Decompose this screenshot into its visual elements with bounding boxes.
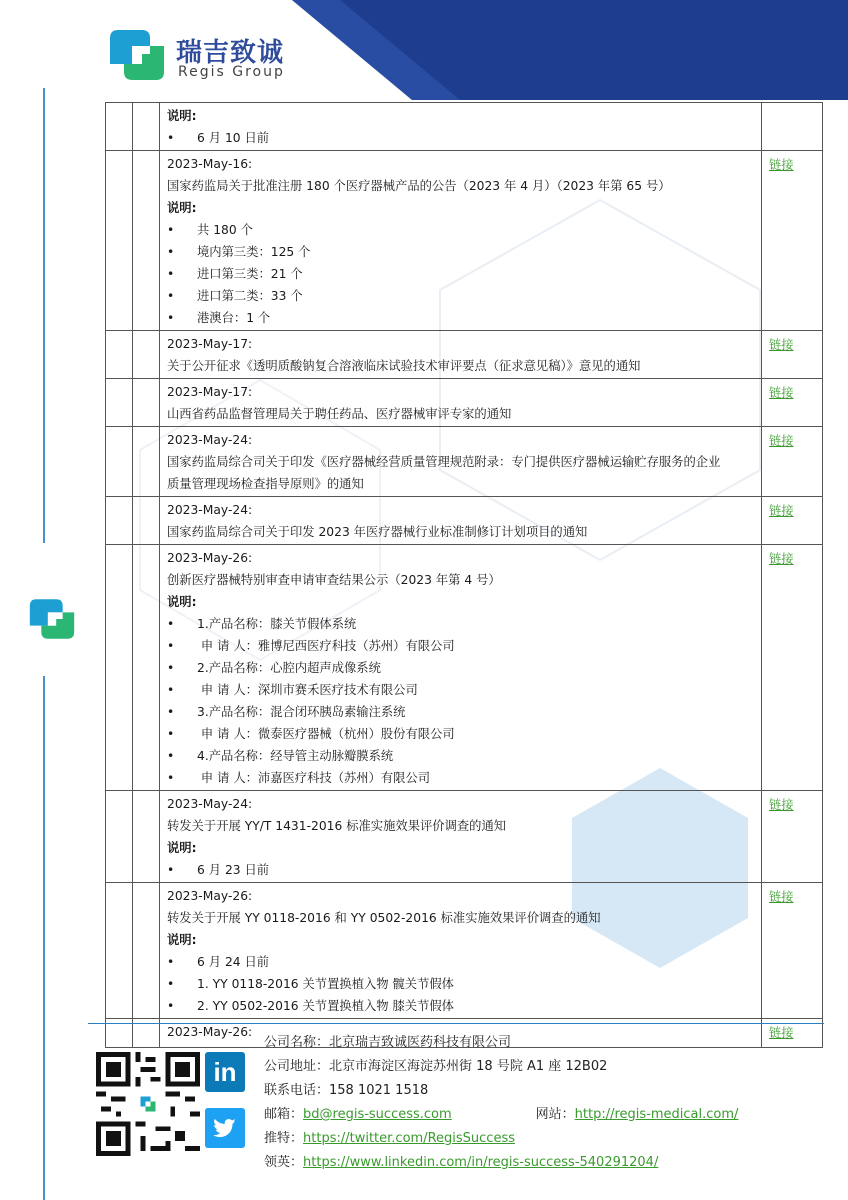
twitter-icon[interactable] (205, 1108, 245, 1148)
bullet-text: 4.产品名称：经导管主动脉瓣膜系统 (197, 749, 394, 763)
company-name: 北京瑞吉致诚医药科技有限公司 (329, 1035, 512, 1050)
link-cell (762, 103, 823, 151)
bullet-item (167, 613, 755, 635)
table-row (106, 427, 823, 497)
bullet-marker: • (167, 639, 175, 653)
bullet-item (167, 995, 755, 1017)
bullet-marker: • (167, 131, 175, 145)
address: 北京市海淀区海淀苏州街 18 号院 A1 座 12B02 (329, 1059, 608, 1074)
brand-name-cn: 瑞吉致诚 (176, 38, 285, 68)
bullet-item (167, 951, 755, 973)
bullet-marker: • (167, 661, 175, 675)
website-link[interactable]: http://regis-medical.com/ (574, 1107, 739, 1122)
bullet-item (167, 285, 755, 307)
bullet-item (167, 657, 755, 679)
entry-date: 2023-May-16: (167, 157, 253, 171)
address-label: 公司地址： (264, 1059, 330, 1074)
linkedin-icon[interactable]: in (205, 1052, 245, 1092)
bullet-text: 申 请 人：雅博尼西医疗科技（苏州）有限公司 (197, 639, 455, 653)
note-heading: 说明: (167, 841, 197, 855)
linkedin-label: 领英： (264, 1155, 304, 1170)
index-cell (106, 427, 133, 497)
content-cell (160, 883, 762, 1019)
entry-title: 关于公开征求《透明质酸钠复合溶液临床试验技术审评要点（征求意见稿）》意见的通知 (167, 359, 641, 373)
category-cell (133, 883, 160, 1019)
bullet-item (167, 973, 755, 995)
regulatory-news-table (105, 102, 823, 1048)
entry-title: 国家药监局关于批准注册 180 个医疗器械产品的公告（2023 年 4 月）（2023 年第 65 号） (167, 179, 671, 193)
bullet-marker: • (167, 311, 175, 325)
category-cell (133, 427, 160, 497)
bullet-marker: • (167, 999, 175, 1013)
link-cell (762, 791, 823, 883)
brand-name-en: Regis Group (178, 64, 285, 80)
entry-date: 2023-May-26: (167, 551, 253, 565)
link-cell (762, 497, 823, 545)
category-cell (133, 103, 160, 151)
entry-date: 2023-May-24: (167, 797, 253, 811)
content-cell (160, 545, 762, 791)
bullet-text: 进口第三类：21 个 (197, 267, 303, 281)
note-heading: 说明: (167, 109, 197, 123)
bullet-item (167, 127, 755, 149)
twitter-label: 推特： (264, 1131, 304, 1146)
category-cell (133, 791, 160, 883)
index-cell (106, 791, 133, 883)
bullet-item (167, 307, 755, 329)
bullet-text: 申 请 人：微泰医疗器械（杭州）股份有限公司 (197, 727, 455, 741)
link-cell (762, 545, 823, 791)
category-cell (133, 331, 160, 379)
index-cell (106, 545, 133, 791)
bullet-marker: • (167, 771, 175, 785)
entry-date: 2023-May-26: (167, 1025, 253, 1039)
bullet-marker: • (167, 749, 175, 763)
source-link[interactable]: 链接 (769, 552, 794, 566)
bullet-marker: • (167, 223, 175, 237)
content-cell (160, 331, 762, 379)
bullet-marker: • (167, 727, 175, 741)
bullet-item (167, 701, 755, 723)
content-cell (160, 151, 762, 331)
bullet-marker: • (167, 245, 175, 259)
table-row (106, 103, 823, 151)
bullet-item (167, 723, 755, 745)
content-cell (160, 791, 762, 883)
bullet-item (167, 635, 755, 657)
bullet-marker: • (167, 977, 175, 991)
source-link[interactable]: 链接 (769, 158, 794, 172)
entry-date: 2023-May-17: (167, 337, 253, 351)
bullet-item (167, 859, 755, 881)
category-cell (133, 497, 160, 545)
bullet-item (167, 219, 755, 241)
bullet-marker: • (167, 683, 175, 697)
linkedin-link[interactable]: https://www.linkedin.com/in/regis-success-540291204/ (303, 1155, 659, 1170)
table-row (106, 151, 823, 331)
bullet-marker: • (167, 617, 175, 631)
entry-date: 2023-May-26: (167, 889, 253, 903)
bullet-item (167, 679, 755, 701)
table-row (106, 379, 823, 427)
entry-title: 国家药监局综合司关于印发 2023 年医疗器械行业标准制修订计划项目的通知 (167, 525, 588, 539)
entry-title: 山西省药品监督管理局关于聘任药品、医疗器械审评专家的通知 (167, 407, 512, 421)
note-heading: 说明: (167, 201, 197, 215)
category-cell (133, 151, 160, 331)
content-cell (160, 103, 762, 151)
content-cell (160, 379, 762, 427)
category-cell (133, 545, 160, 791)
entry-date: 2023-May-24: (167, 503, 253, 517)
entry-date: 2023-May-24: (167, 433, 253, 447)
source-link[interactable]: 链接 (769, 434, 794, 448)
website-label: 网站： (535, 1107, 575, 1122)
bullet-text: 3.产品名称：混合闭环胰岛素输注系统 (197, 705, 406, 719)
entry-title: 质量管理现场检查指导原则》的通知 (167, 477, 364, 491)
index-cell (106, 379, 133, 427)
contact-info (264, 1031, 738, 1175)
bullet-marker: • (167, 955, 175, 969)
table-row (106, 331, 823, 379)
bullet-text: 2.产品名称：心腔内超声成像系统 (197, 661, 381, 675)
email-link[interactable]: bd@regis-success.com (303, 1107, 452, 1122)
email-label: 邮箱： (264, 1107, 304, 1122)
footer-divider (88, 1023, 824, 1024)
bullet-marker: • (167, 289, 175, 303)
link-cell (762, 151, 823, 331)
bullet-marker: • (167, 705, 175, 719)
twitter-link[interactable]: https://twitter.com/RegisSuccess (303, 1131, 515, 1146)
source-link[interactable]: 链接 (769, 798, 794, 812)
source-link[interactable]: 链接 (769, 338, 794, 352)
entry-date: 2023-May-17: (167, 385, 253, 399)
index-cell (106, 883, 133, 1019)
link-cell (762, 427, 823, 497)
company-label: 公司名称： (264, 1035, 330, 1050)
link-cell (762, 379, 823, 427)
bullet-item (167, 767, 755, 789)
table-row (106, 883, 823, 1019)
source-link[interactable]: 链接 (769, 890, 794, 904)
bullet-text: 6 月 23 日前 (197, 863, 270, 877)
entry-title: 创新医疗器械特别审查申请审查结果公示（2023 年第 4 号） (167, 573, 501, 587)
bullet-text: 6 月 24 日前 (197, 955, 270, 969)
entry-title: 转发关于开展 YY 0118-2016 和 YY 0502-2016 标准实施效果评价调查的通知 (167, 911, 601, 925)
bullet-item (167, 263, 755, 285)
source-link[interactable]: 链接 (769, 1026, 794, 1040)
phone-label: 联系电话： (264, 1083, 330, 1098)
content-cell (160, 497, 762, 545)
entry-title: 国家药监局综合司关于印发《医疗器械经营质量管理规范附录：专门提供医疗器械运输贮存服务的企业 (167, 455, 721, 469)
bullet-text: 1.产品名称：膝关节假体系统 (197, 617, 357, 631)
source-link[interactable]: 链接 (769, 386, 794, 400)
bullet-text: 港澳台：1 个 (197, 311, 271, 325)
qr-code-icon (96, 1052, 200, 1156)
category-cell (133, 379, 160, 427)
index-cell (106, 497, 133, 545)
index-cell (106, 103, 133, 151)
link-cell (762, 883, 823, 1019)
content-cell (160, 427, 762, 497)
bullet-text: 申 请 人：深圳市赛禾医疗技术有限公司 (197, 683, 418, 697)
bullet-text: 1. YY 0118-2016 关节置换植入物 髋关节假体 (197, 977, 454, 991)
table-row (106, 497, 823, 545)
source-link[interactable]: 链接 (769, 504, 794, 518)
index-cell (106, 151, 133, 331)
bullet-item (167, 745, 755, 767)
bullet-item (167, 241, 755, 263)
bullet-text: 2. YY 0502-2016 关节置换植入物 膝关节假体 (197, 999, 454, 1013)
table-row (106, 545, 823, 791)
note-heading: 说明: (167, 595, 197, 609)
bullet-text: 申 请 人：沛嘉医疗科技（苏州）有限公司 (197, 771, 431, 785)
bullet-text: 境内第三类：125 个 (197, 245, 311, 259)
bullet-marker: • (167, 863, 175, 877)
table-row (106, 791, 823, 883)
bullet-text: 共 180 个 (197, 223, 253, 237)
bullet-text: 进口第二类：33 个 (197, 289, 303, 303)
link-cell (762, 331, 823, 379)
note-heading: 说明: (167, 933, 197, 947)
index-cell (106, 331, 133, 379)
bullet-text: 6 月 10 日前 (197, 131, 270, 145)
phone: 158 1021 1518 (329, 1083, 429, 1098)
entry-title: 转发关于开展 YY/T 1431-2016 标准实施效果评价调查的通知 (167, 819, 507, 833)
bullet-marker: • (167, 267, 175, 281)
